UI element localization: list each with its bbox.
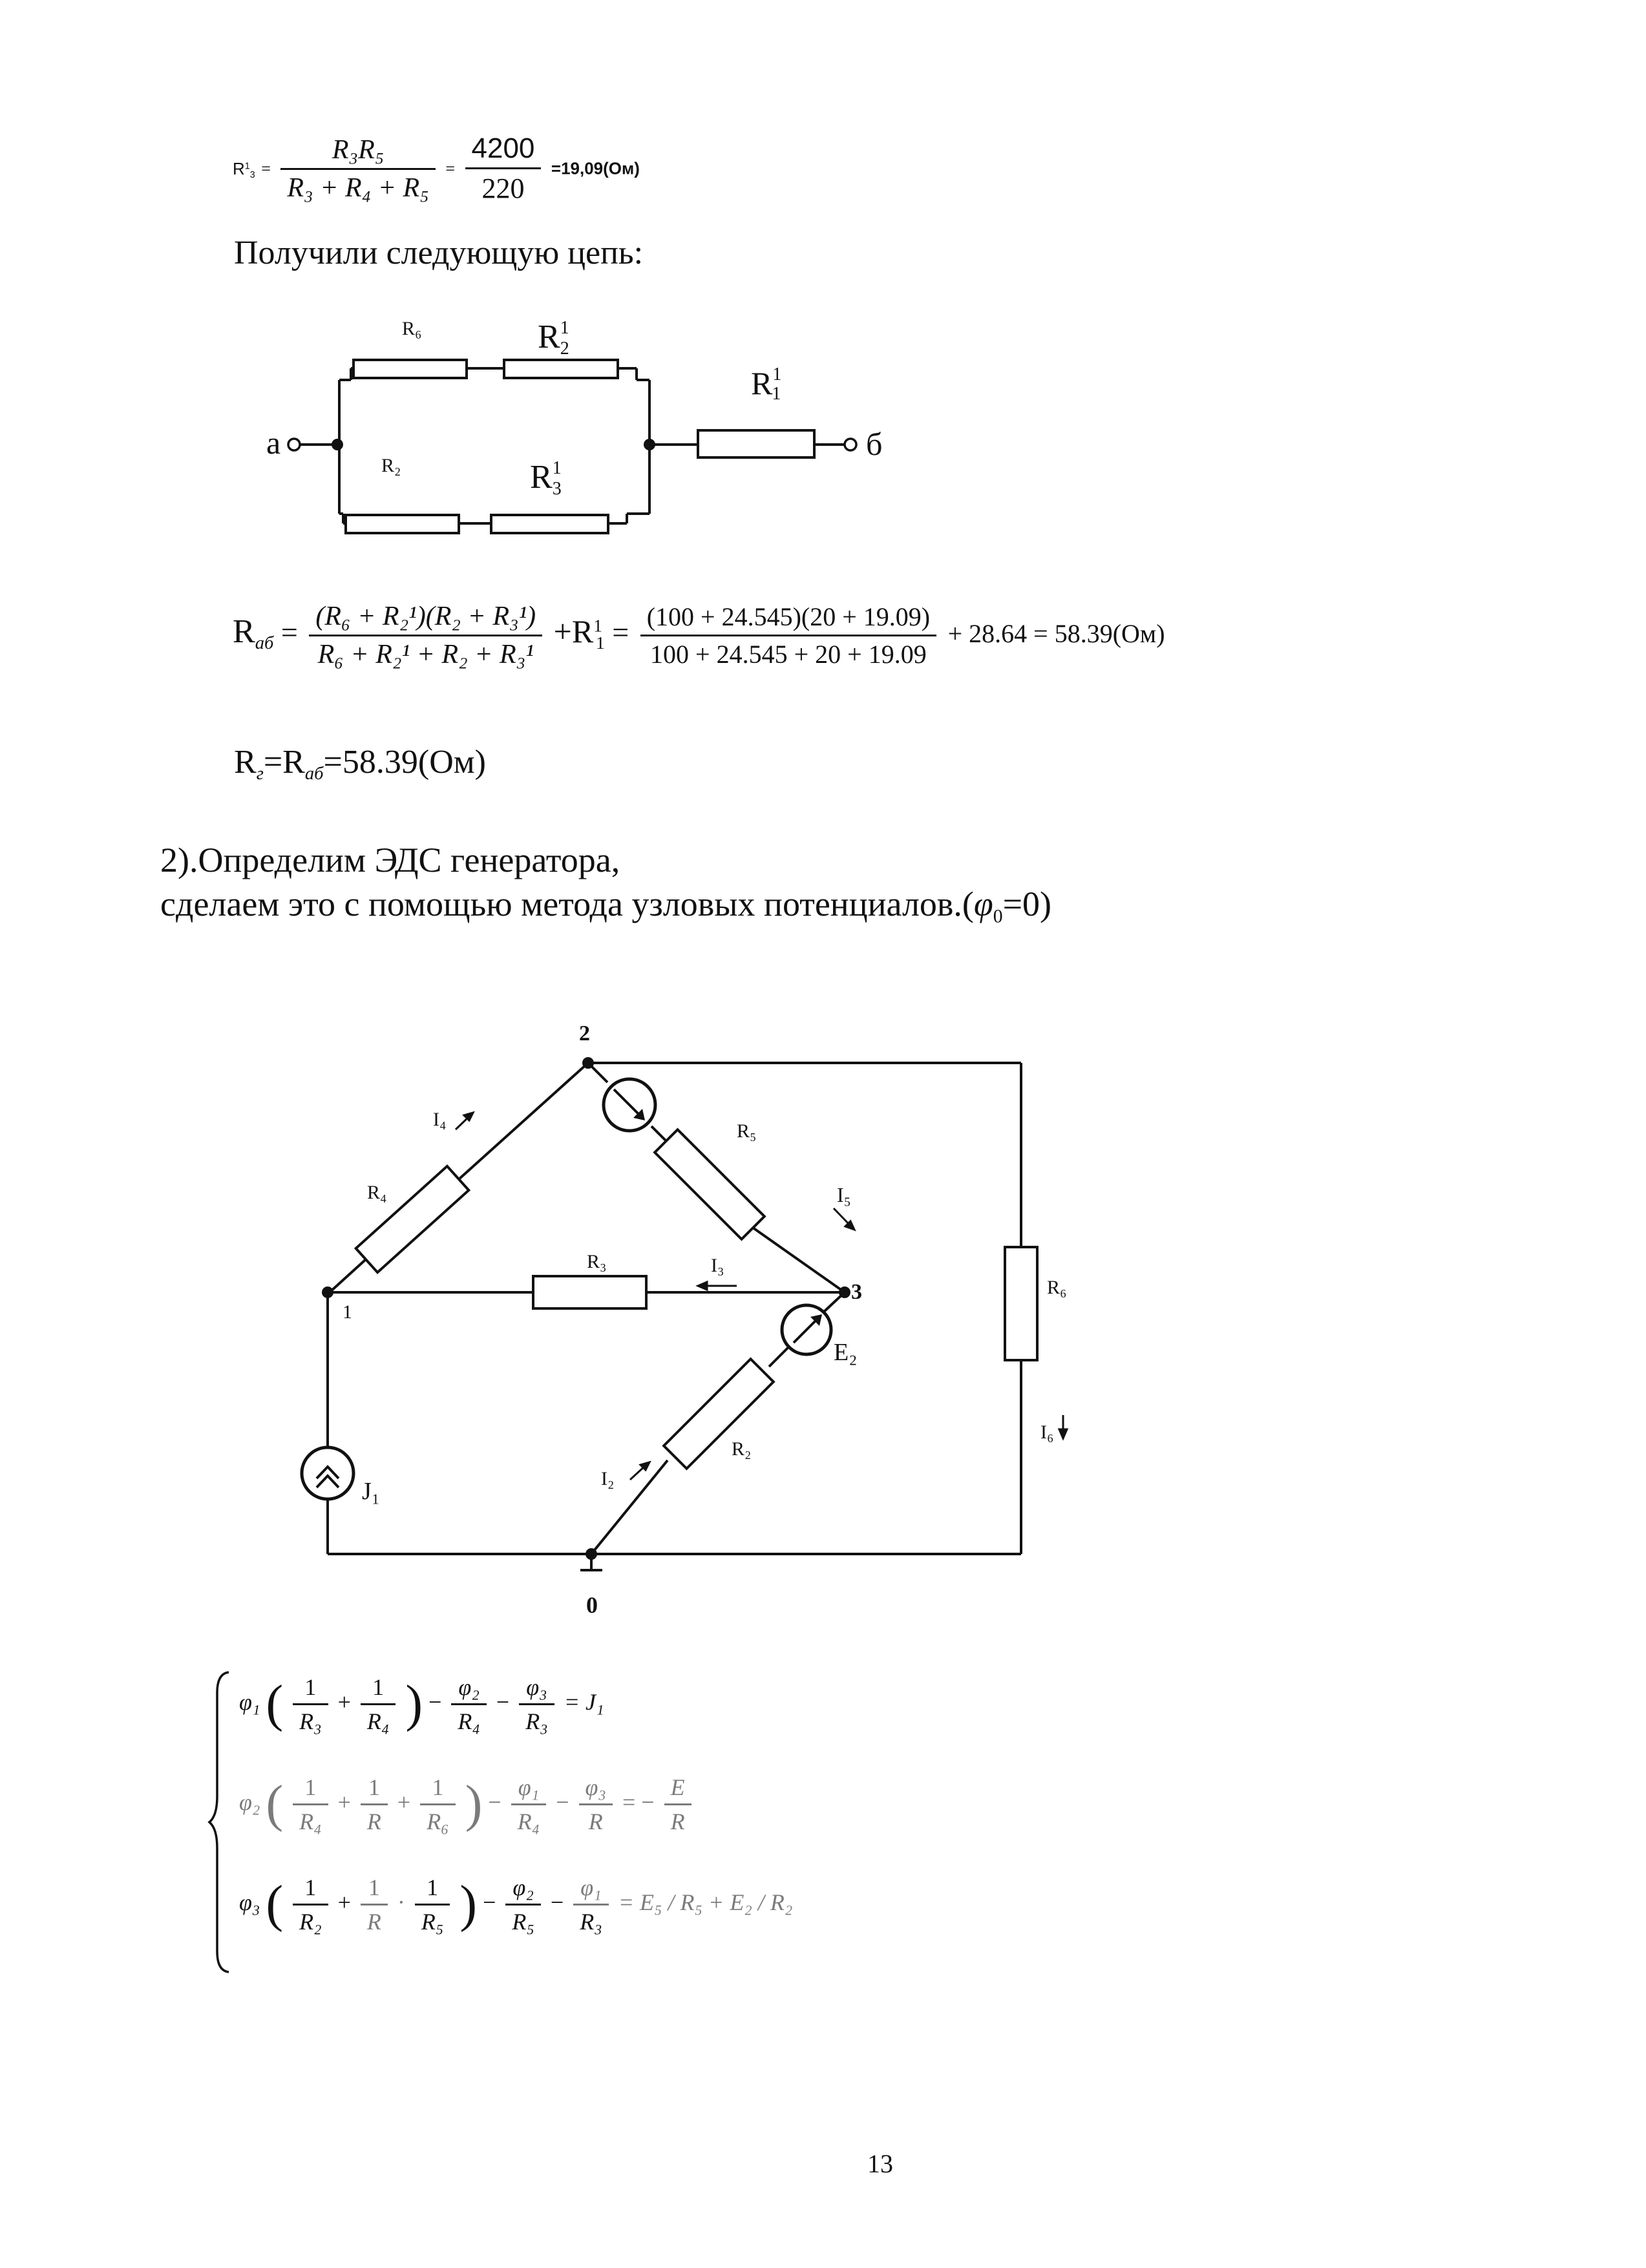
arrow-i3-head-icon xyxy=(698,1282,707,1290)
node-dot-0 xyxy=(586,1548,597,1560)
resistor-r3-prime xyxy=(491,515,608,533)
terminal-a xyxy=(288,439,300,450)
label-node-b: б xyxy=(866,426,883,462)
nodal-analysis-circuit-diagram xyxy=(271,989,1112,1641)
resistor-r2 xyxy=(346,515,459,533)
fraction-numerator: R₃R₅ xyxy=(280,134,435,170)
equals-sign: = xyxy=(261,159,271,178)
label-r2-prime: $R^1$ 2 xyxy=(538,318,569,359)
resistor-r5 xyxy=(655,1129,765,1239)
fraction-numerator: (R₆ + R₂¹)(R₂ + R₃¹) xyxy=(309,601,542,636)
label-r3: R₃ xyxy=(587,1251,607,1272)
label-node-a: а xyxy=(266,425,281,461)
plus-r1-prime: $+R^1_1$ xyxy=(553,613,605,653)
node-dot-left xyxy=(332,439,343,450)
equation-row-3: φ₃ ( $\frac{1}{\text{R₂}}$ + $\frac{1}{R}$ · $\frac{1}{\text{R₅}}$ ) − $\frac{\text{φ₂}}{\text{R₅}}$ − $\frac{\text{φ₁}}{\text{R₃}}$ = E₅ / R₅ + E₂ / R₂ xyxy=(239,1874,793,1935)
label-r4: R₄ xyxy=(367,1182,387,1203)
equals-sign: = xyxy=(612,616,629,649)
equation-system xyxy=(207,1667,944,1977)
label-r5: R₅ xyxy=(737,1120,757,1142)
node-dot-3 xyxy=(839,1286,850,1298)
equivalent-circuit-diagram xyxy=(259,304,937,549)
formula-result: + 28.64 = 58.39(Ом) xyxy=(947,619,1165,649)
resistor-r1-prime xyxy=(698,430,814,457)
fraction-numeric xyxy=(640,602,936,669)
resistor-r2 xyxy=(664,1359,774,1469)
resistor-r3 xyxy=(533,1276,646,1308)
resistor-r6 xyxy=(353,360,467,378)
fraction-denominator: R₃ + R₄ + R₅ xyxy=(287,173,429,203)
formula-lhs: $R_{аб}$ xyxy=(233,613,274,654)
label-i6: I₆ xyxy=(1040,1422,1054,1443)
label-node-2: 2 xyxy=(579,1022,590,1045)
fraction-symbolic xyxy=(280,134,435,204)
eq-phi: φ₁ xyxy=(239,1688,260,1715)
label-node-3: 3 xyxy=(851,1280,862,1304)
current-source-icon xyxy=(604,1079,655,1131)
label-i2: I₂ xyxy=(601,1468,615,1489)
arrow-i6-head-icon xyxy=(1059,1429,1067,1438)
equation-row-2: φ₂ ( $\frac{1}{\text{R₄}}$ + $\frac{1}{R}$ + $\frac{1}{\text{R₆}}$ ) − $\frac{\text{φ₁}}{\text{R₄}}$ − $\frac{\text{φ₃}}{R}$ = − $\frac{E}{R}$ xyxy=(239,1774,695,1835)
equals-sign: = xyxy=(280,616,298,649)
node-dot-1 xyxy=(322,1286,333,1298)
left-brace-icon xyxy=(207,1667,233,1977)
formula-lhs: $R^1_3$ xyxy=(233,158,255,180)
label-e2: E₂ xyxy=(834,1339,858,1366)
fraction-numerator: 4200 xyxy=(465,132,542,169)
label-i4: I₄ xyxy=(433,1109,447,1130)
equation-row-1: φ₁ ( $\frac{1}{\text{R₃}}$ + $\frac{1}{\text{R₄}}$ ) − $\frac{\text{φ₂}}{\text{R₄}}$ − $\frac{\text{φ₃}}{\text{R₃}}$ = J₁ xyxy=(239,1674,604,1734)
label-node-0: 0 xyxy=(586,1592,598,1618)
label-r1-prime: $R^1$ 1 xyxy=(751,364,781,404)
fraction-denominator: 100 + 24.545 + 20 + 19.09 xyxy=(650,640,927,669)
current-source-j1-icon xyxy=(302,1447,353,1499)
fraction-symbolic xyxy=(309,601,542,670)
fraction-denominator: R₆ + R₂¹ + R₂ + R₃¹ xyxy=(317,640,534,669)
resistor-r6 xyxy=(1005,1247,1037,1360)
label-i5: I₅ xyxy=(837,1183,851,1206)
fraction-denominator: 220 xyxy=(481,173,525,204)
label-r2: R₂ xyxy=(732,1438,752,1460)
page-number: 13 xyxy=(867,2149,893,2178)
eq-rhs: = J₁ xyxy=(564,1688,604,1715)
section-2-line-2: сделаем это с помощью метода узловых $потенциалов.(\varphi_0=0)$ xyxy=(160,885,1052,927)
node-dot-right xyxy=(644,439,655,450)
fraction-numerator: (100 + 24.545)(20 + 19.09) xyxy=(640,602,936,636)
formula-rab xyxy=(233,601,1165,670)
section-2-line-1: 2).Определим ЭДС генератора, xyxy=(160,841,620,879)
formula-r-equals-rab: $R_г=R_{аб}=58.39(Ом)$ xyxy=(234,744,486,784)
equals-sign: = xyxy=(445,159,455,178)
fraction-numeric xyxy=(465,132,542,205)
label-i3: I₃ xyxy=(711,1255,724,1276)
circuit-intro-text: Получили следующую цепь: xyxy=(234,235,644,271)
node-dot-2 xyxy=(582,1057,594,1069)
terminal-b xyxy=(845,439,856,450)
label-node-1: 1 xyxy=(343,1301,352,1323)
resistor-r2-prime xyxy=(504,360,618,378)
formula-r3-prime xyxy=(233,132,640,205)
formula-result: =19,09(Ом) xyxy=(551,158,640,178)
label-r6: R₆ xyxy=(402,318,422,339)
label-j1: J₁ xyxy=(362,1478,381,1505)
label-r6: R₆ xyxy=(1047,1277,1067,1298)
label-r3-prime: $R^1$ 3 xyxy=(530,458,562,499)
emf-source-e2-icon xyxy=(782,1305,831,1354)
label-r2: R₂ xyxy=(381,455,401,476)
